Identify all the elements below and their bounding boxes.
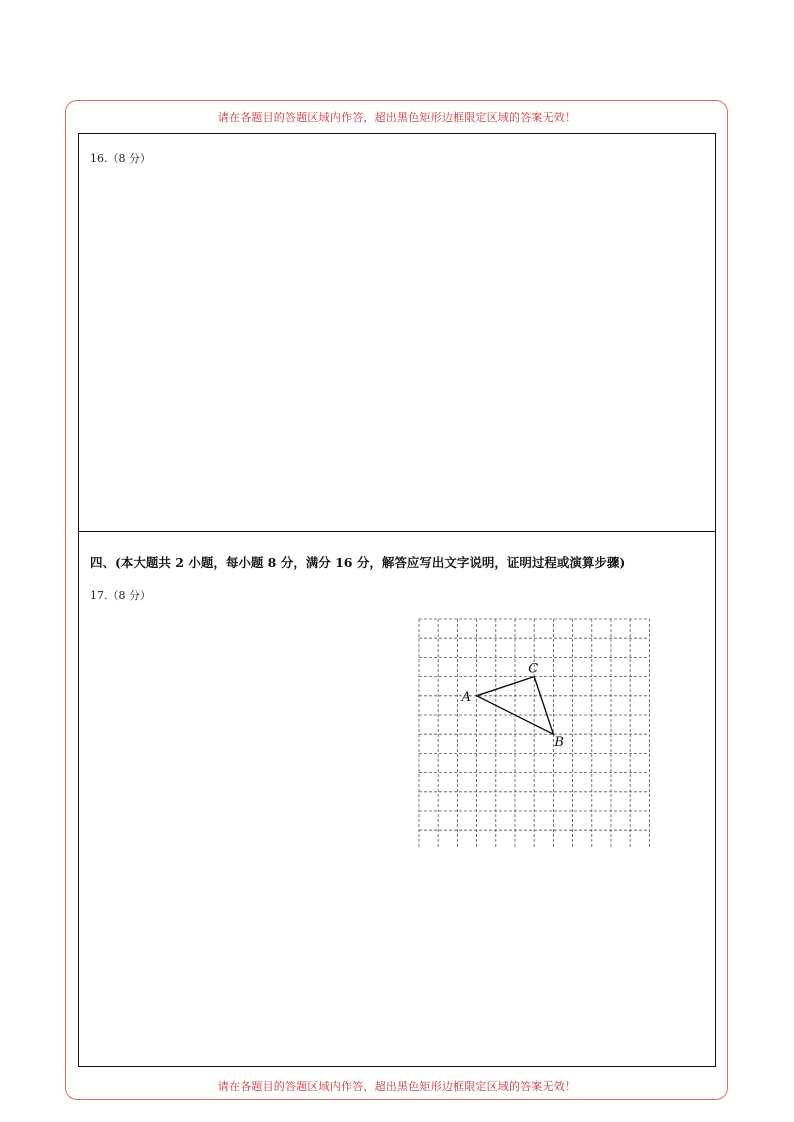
question-16-label: 16.（8 分）	[90, 152, 151, 165]
question-17-label: 17.（8 分）	[90, 589, 151, 602]
point-label-c: C	[528, 661, 539, 677]
grid-figure	[417, 617, 653, 849]
point-label-b: B	[554, 735, 564, 751]
bottom-notice: 请在各题目的答题区域内作答，超出黑色矩形边框限定区域的答案无效！	[217, 1080, 577, 1093]
answer-area-section-4[interactable]	[78, 531, 716, 1067]
section-4-title: 四、(本大题共 2 小题，每小题 8 分，满分 16 分，解答应写出文字说明，证明过程或演算步骤)	[90, 555, 626, 570]
answer-area-question-16[interactable]	[78, 133, 716, 532]
top-notice: 请在各题目的答题区域内作答，超出黑色矩形边框限定区域的答案无效！	[217, 111, 577, 124]
point-label-a: A	[461, 689, 471, 705]
triangle-grid-diagram	[417, 617, 653, 849]
